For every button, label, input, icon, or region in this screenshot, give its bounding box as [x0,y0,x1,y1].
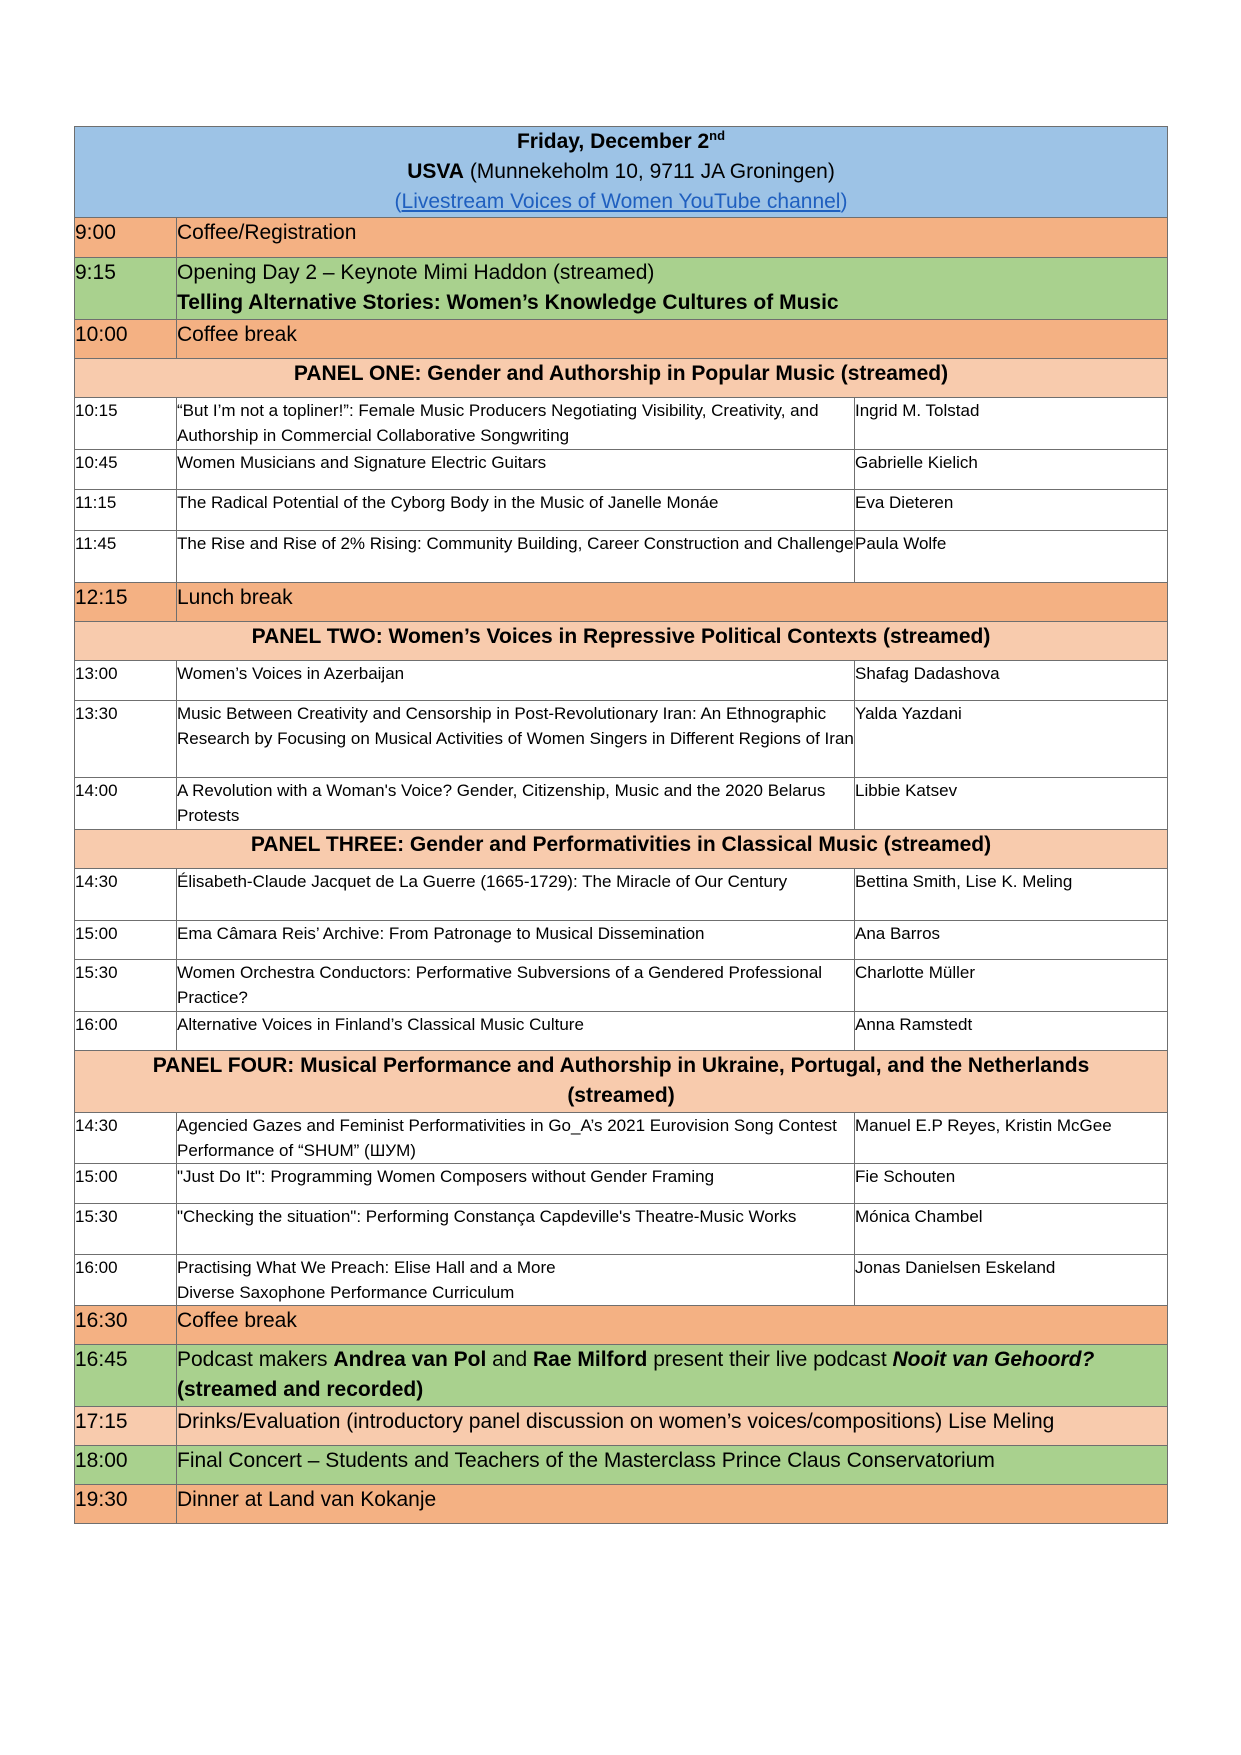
event-cell: Coffee/Registration [177,218,1168,258]
talk-row [75,960,1168,1012]
panel-heading-row [75,359,1168,398]
event-cell: Drinks/Evaluation (introductory panel discussion on women’s voices/compositions) Lise Meling [177,1407,1168,1446]
talk-row [75,490,1168,531]
talk-row [75,531,1168,583]
podcast-title: Nooit van Gehoord? [892,1348,1095,1371]
time-cell: 18:00 [75,1446,177,1485]
schedule-row [75,320,1168,359]
time-cell: 19:30 [75,1485,177,1524]
time-cell: 14:30 [75,1113,177,1164]
speaker-cell: Ingrid M. Tolstad [855,398,1168,450]
venue-name: USVA [407,160,464,183]
speaker-cell: Shafag Dadashova [855,661,1168,701]
time-cell: 10:15 [75,398,177,450]
time-cell: 16:45 [75,1345,177,1407]
talk-row [75,661,1168,701]
panel-heading: PANEL THREE: Gender and Performativities in Classical Music (streamed) [75,830,1168,869]
talk-title: The Rise and Rise of 2% Rising: Community Building, Career Construction and Challenge [177,531,855,583]
time-cell: 16:00 [75,1012,177,1051]
talk-title: Agencied Gazes and Feminist Performativities in Go_A’s 2021 Eurovision Song Contest Performance of “SHUM” (ШУМ) [177,1113,855,1164]
host-name: Andrea van Pol [333,1348,487,1371]
talk-title: Women’s Voices in Azerbaijan [177,661,855,701]
talk-row [75,1164,1168,1204]
talk-row [75,1255,1168,1306]
event-cell: Lunch break [177,583,1168,622]
talk-row [75,1204,1168,1255]
panel-heading: PANEL ONE: Gender and Authorship in Popular Music (streamed) [75,359,1168,398]
speaker-cell: Manuel E.P Reyes, Kristin McGee [855,1113,1168,1164]
panel-heading-row [75,1051,1168,1113]
speaker-cell: Mónica Chambel [855,1204,1168,1255]
speaker-cell: Jonas Danielsen Eskeland [855,1255,1168,1306]
venue-line [75,157,1167,187]
talk-title: The Radical Potential of the Cyborg Body in the Music of Janelle Monáe [177,490,855,531]
talk-row [75,869,1168,921]
schedule-row [75,1446,1168,1485]
time-cell: 9:15 [75,258,177,320]
talk-row [75,701,1168,778]
event-cell: Dinner at Land van Kokanje [177,1485,1168,1524]
panel-heading: PANEL FOUR: Musical Performance and Authorship in Ukraine, Portugal, and the Netherlands (streamed) [75,1051,1168,1113]
schedule-row [75,583,1168,622]
panel-heading-row [75,622,1168,661]
panel-heading: PANEL TWO: Women’s Voices in Repressive Political Contexts (streamed) [75,622,1168,661]
time-cell: 16:30 [75,1306,177,1345]
speaker-cell: Paula Wolfe [855,531,1168,583]
speaker-cell: Yalda Yazdani [855,701,1168,778]
schedule-table [74,126,1168,1524]
schedule-header [75,127,1168,218]
speaker-cell: Gabrielle Kielich [855,450,1168,490]
speaker-cell: Charlotte Müller [855,960,1168,1012]
time-cell: 11:45 [75,531,177,583]
time-cell: 15:00 [75,1164,177,1204]
time-cell: 13:00 [75,661,177,701]
schedule-row [75,258,1168,320]
panel-heading-row [75,830,1168,869]
keynote-line: Opening Day 2 – Keynote Mimi Haddon (streamed) [177,261,655,284]
keynote-title: Telling Alternative Stories: Women’s Knowledge Cultures of Music [177,291,839,314]
schedule-header-row [75,127,1168,218]
talk-row [75,398,1168,450]
talk-title: Alternative Voices in Finland’s Classical Music Culture [177,1012,855,1051]
schedule-row [75,218,1168,258]
talk-title: “But I’m not a topliner!”: Female Music Producers Negotiating Visibility, Creativity, and Authorship in Commercial Collaborative Songwriting [177,398,855,450]
livestream-line: (Livestream Voices of Women YouTube channel) [394,190,848,213]
time-cell: 15:30 [75,960,177,1012]
venue-address: (Munnekeholm 10, 9711 JA Groningen) [463,160,835,183]
event-cell: Podcast makers Andrea van Pol and Rae Milford present their live podcast Nooit van Gehoord? (streamed and recorded) [177,1345,1168,1407]
talk-row [75,1012,1168,1051]
time-cell: 15:30 [75,1204,177,1255]
schedule-row [75,1485,1168,1524]
talk-title: Élisabeth-Claude Jacquet de La Guerre (1665-1729): The Miracle of Our Century [177,869,855,921]
time-cell: 10:45 [75,450,177,490]
schedule-row [75,1345,1168,1407]
speaker-cell: Eva Dieteren [855,490,1168,531]
event-cell: Final Concert – Students and Teachers of the Masterclass Prince Claus Conservatorium [177,1446,1168,1485]
event-cell: Coffee break [177,1306,1168,1345]
talk-title: Women Orchestra Conductors: Performative Subversions of a Gendered Professional Practice? [177,960,855,1012]
talk-title: Women Musicians and Signature Electric Guitars [177,450,855,490]
time-cell: 17:15 [75,1407,177,1446]
talk-title: Practising What We Preach: Elise Hall and a More Diverse Saxophone Performance Curriculum [177,1255,855,1306]
host-name: Rae Milford [533,1348,648,1371]
time-cell: 14:30 [75,869,177,921]
speaker-cell: Ana Barros [855,921,1168,960]
time-cell: 9:00 [75,218,177,258]
speaker-cell: Bettina Smith, Lise K. Meling [855,869,1168,921]
talk-row [75,450,1168,490]
time-cell: 13:30 [75,701,177,778]
speaker-cell: Fie Schouten [855,1164,1168,1204]
event-cell: Coffee break [177,320,1168,359]
schedule-row [75,1407,1168,1446]
schedule-row [75,1306,1168,1345]
time-cell: 15:00 [75,921,177,960]
talk-title: Music Between Creativity and Censorship in Post-Revolutionary Iran: An Ethnographic Research by Focusing on Musical Activities of Women Singers in Different Regions of Iran [177,701,855,778]
time-cell: 16:00 [75,1255,177,1306]
talk-row [75,1113,1168,1164]
talk-title: "Checking the situation": Performing Constança Capdeville's Theatre-Music Works [177,1204,855,1255]
time-cell: 10:00 [75,320,177,359]
time-cell: 11:15 [75,490,177,531]
speaker-cell: Anna Ramstedt [855,1012,1168,1051]
livestream-link[interactable]: Livestream Voices of Women YouTube channel [401,190,841,213]
talk-row [75,921,1168,960]
talk-row [75,778,1168,830]
time-cell: 14:00 [75,778,177,830]
event-cell [177,258,1168,320]
talk-title: A Revolution with a Woman's Voice? Gender, Citizenship, Music and the 2020 Belarus Protests [177,778,855,830]
talk-title: "Just Do It": Programming Women Composers without Gender Framing [177,1164,855,1204]
talk-title: Ema Câmara Reis’ Archive: From Patronage to Musical Dissemination [177,921,855,960]
time-cell: 12:15 [75,583,177,622]
speaker-cell: Libbie Katsev [855,778,1168,830]
day-title: Friday, December 2nd [516,128,726,153]
